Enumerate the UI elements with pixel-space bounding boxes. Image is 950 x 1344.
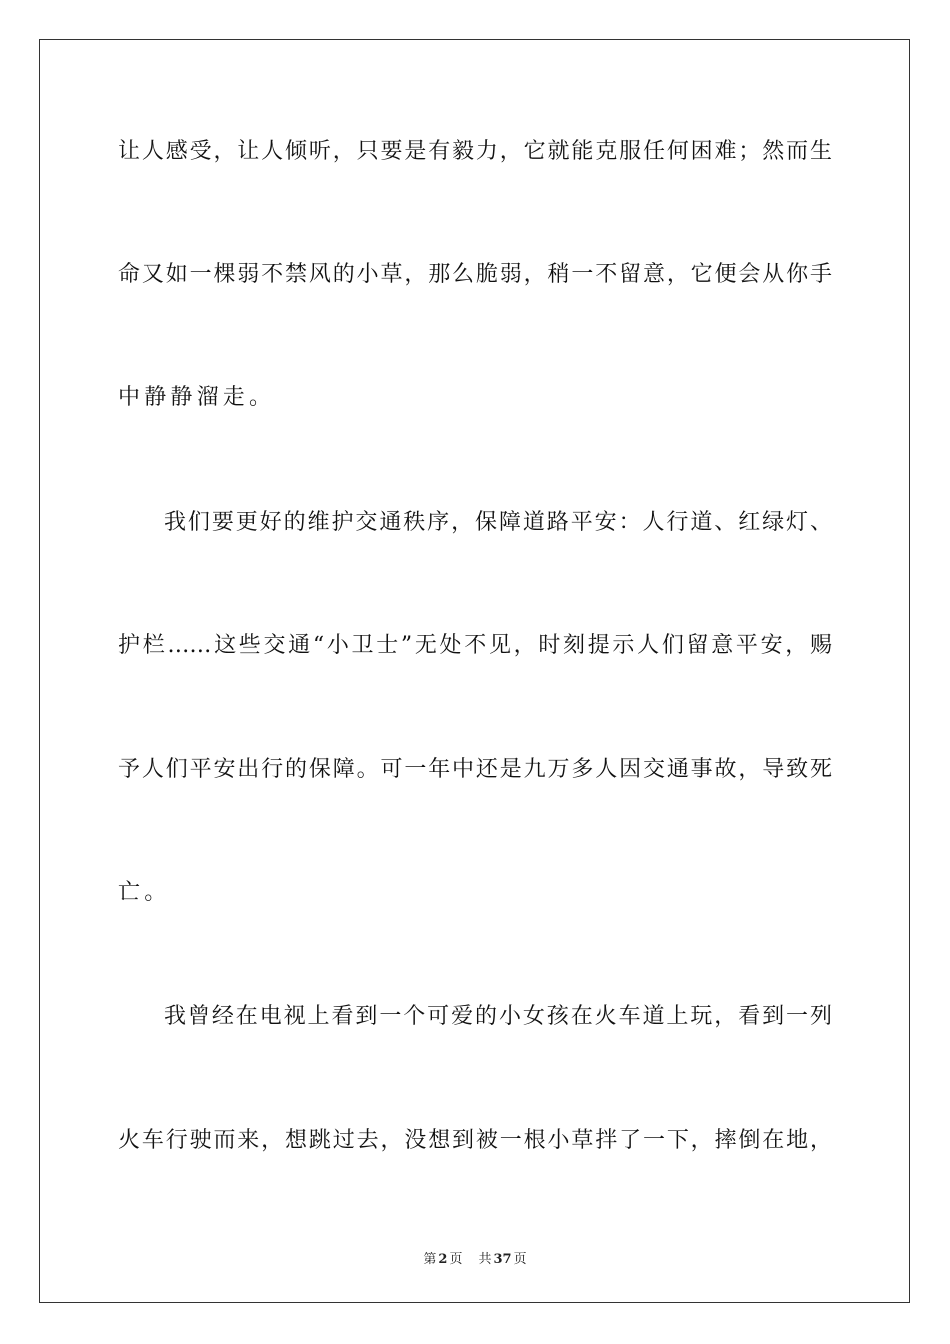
total-pages: 37 [493, 1252, 512, 1267]
text-line-1: 让人感受，让人倾听，只要是有毅力，它就能克服任何困难；然而生 [118, 139, 832, 164]
page-border [39, 39, 910, 1303]
text-line-5: 护栏……这些交通“小卫士”无处不见，时刻提示人们留意平安，赐 [118, 633, 832, 658]
page-footer [0, 1248, 950, 1267]
text-line-7: 亡。 [118, 880, 171, 905]
page-label-suffix: 页 [449, 1252, 463, 1267]
total-label-suffix: 页 [513, 1252, 527, 1267]
page-label-prefix: 第 [423, 1252, 437, 1267]
text-line-2: 命又如一棵弱不禁风的小草，那么脆弱，稍一不留意，它便会从你手 [118, 262, 832, 287]
page-number: 2 [438, 1252, 448, 1267]
text-line-8: 我曾经在电视上看到一个可爱的小女孩在火车道上玩，看到一列 [164, 1004, 832, 1029]
text-line-9: 火车行驶而来，想跳过去，没想到被一根小草拌了一下，摔倒在地， [118, 1128, 832, 1153]
total-label-prefix: 共 [478, 1252, 492, 1267]
text-line-3: 中静静溜走。 [118, 385, 276, 410]
text-line-6: 予人们平安出行的保障。可一年中还是九万多人因交通事故，导致死 [118, 757, 832, 782]
text-line-4: 我们要更好的维护交通秩序，保障道路平安：人行道、红绿灯、 [164, 510, 832, 535]
